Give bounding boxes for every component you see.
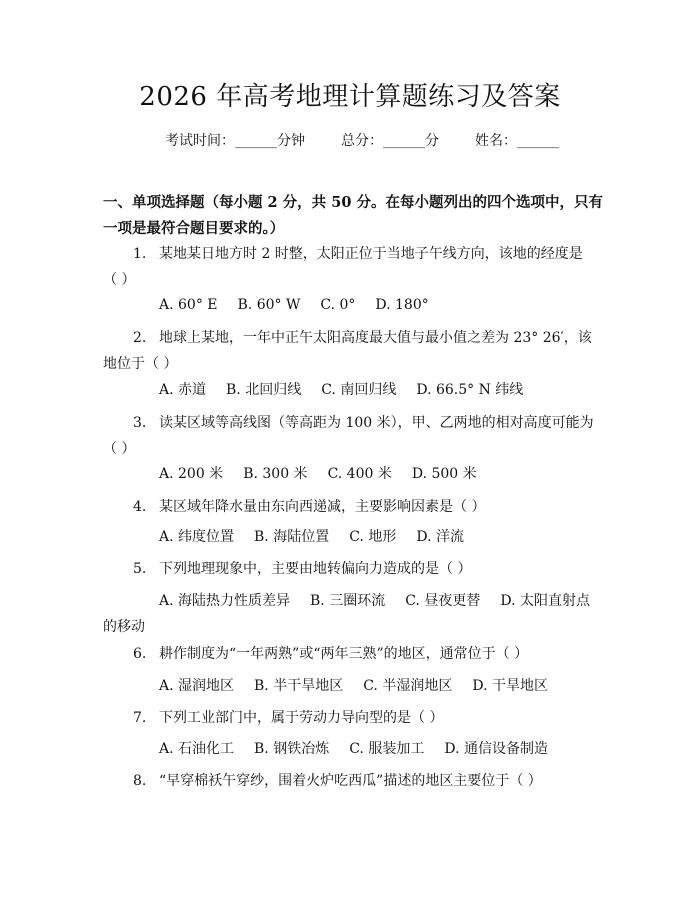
option-c: C. 昼夜更替	[405, 593, 481, 609]
question-number: 4.	[133, 499, 147, 515]
option-b: B. 北回归线	[226, 382, 302, 398]
question-7	[103, 705, 595, 731]
option-d: D. 180°	[375, 297, 429, 313]
option-c: C. 南回归线	[321, 382, 397, 398]
option-a: A. 赤道	[159, 382, 207, 398]
question-8	[103, 768, 595, 794]
option-c: C. 0°	[320, 297, 356, 313]
question-5	[103, 556, 595, 582]
total-score-field: 总分：______分	[341, 133, 439, 149]
option-a: A. 纬度位置	[159, 529, 235, 545]
question-3	[103, 410, 595, 462]
option-b: B. 300 米	[243, 466, 308, 482]
option-b: B. 钢铁冶炼	[254, 741, 330, 757]
question-number: 8.	[133, 773, 147, 789]
question-text: 某区域年降水量由东向西递减，主要影响因素是（ ）	[159, 499, 486, 515]
question-number: 3.	[133, 415, 147, 431]
question-2	[103, 325, 595, 377]
question-5-options	[103, 588, 595, 640]
option-b: B. 60° W	[237, 297, 301, 313]
question-number: 6.	[133, 646, 147, 662]
question-3-options	[103, 461, 595, 487]
question-text: 读某区域等高线图（等高距为 100 米），甲、乙两地的相对高度可能为（ ）	[103, 415, 594, 457]
exam-time-field: 考试时间：______分钟	[165, 133, 305, 149]
question-text: 某地某日地方时 2 时整，太阳正位于当地子午线方向，该地的经度是（ ）	[103, 246, 583, 288]
option-d: D. 66.5° N 纬线	[416, 382, 524, 398]
name-field: 姓名：______	[475, 133, 559, 149]
option-d: D. 500 米	[411, 466, 477, 482]
option-b: B. 半干旱地区	[254, 678, 344, 694]
question-1	[103, 241, 595, 293]
option-c: C. 地形	[349, 529, 397, 545]
question-number: 2.	[133, 330, 147, 346]
option-d: D. 通信设备制造	[444, 741, 548, 757]
option-a: A. 60° E	[159, 297, 218, 313]
question-text: 耕作制度为“一年两熟”或“两年三熟”的地区，通常位于（ ）	[159, 646, 529, 662]
question-7-options	[103, 736, 595, 762]
option-c: C. 服装加工	[349, 741, 425, 757]
question-number: 7.	[133, 710, 147, 726]
option-a: A. 湿润地区	[159, 678, 235, 694]
question-6-options	[103, 673, 595, 699]
option-b: B. 三圈环流	[310, 593, 386, 609]
question-2-options	[103, 377, 595, 403]
exam-info-line	[165, 130, 559, 152]
question-text: 下列地理现象中，主要由地转偏向力造成的是（ ）	[159, 561, 472, 577]
page-title: 2026 年高考地理计算题练习及答案	[139, 82, 561, 112]
option-a: A. 石油化工	[159, 741, 235, 757]
question-6	[103, 641, 595, 667]
option-a: A. 200 米	[159, 466, 224, 482]
section-heading: 一、单项选择题（每小题 2 分，共 50 分。在每小题列出的四个选项中，只有一项是最符合题目要求的。）	[103, 194, 603, 237]
option-d: D. 太阳直射点的移动	[103, 593, 590, 635]
question-number: 5.	[133, 561, 147, 577]
question-number: 1.	[133, 246, 147, 262]
option-b: B. 海陆位置	[254, 529, 330, 545]
question-4-options	[103, 524, 595, 550]
option-d: D. 洋流	[416, 529, 464, 545]
question-4	[103, 494, 595, 520]
option-a: A. 海陆热力性质差异	[159, 593, 291, 609]
option-c: C. 400 米	[327, 466, 392, 482]
option-d: D. 干旱地区	[472, 678, 548, 694]
question-1-options	[103, 292, 595, 318]
question-text: 地球上某地，一年中正午太阳高度最大值与最小值之差为 23° 26′，该地位于（ ）	[103, 330, 592, 372]
option-c: C. 半湿润地区	[363, 678, 453, 694]
question-text: 下列工业部门中，属于劳动力导向型的是（ ）	[159, 710, 444, 726]
question-text: “早穿棉袄午穿纱，围着火炉吃西瓜”描述的地区主要位于（ ）	[159, 773, 542, 789]
